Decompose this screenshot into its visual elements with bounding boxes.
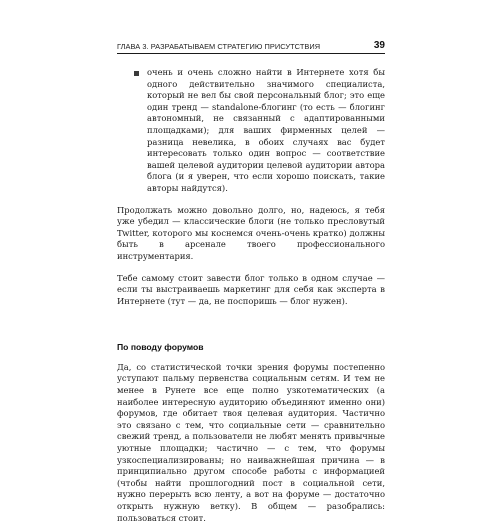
section-heading: По поводу форумов [117, 342, 204, 353]
square-bullet-icon [134, 71, 139, 76]
body-text [117, 67, 385, 524]
page-header [117, 35, 385, 54]
paragraph: Тебе самому стоит завести блог только в одном случае — если ты выстраиваешь маркетинг для себя как эксперта в Интернете (тут — да, не поспоришь — блог нужен). [117, 272, 385, 306]
section-paragraph: Да, со статистической точки зрения форумы постепенно уступают пальму первенства социальным сетям. И тем не менее в Рунете все еще полно узкотематических (а наиболее интересную аудиторию объединяют именно они) форумов, где обитает твоя целевая аудитория. Частично это связано с тем, что социальные сети — сравнительно свежий тренд, а пользователи не любят менять привычные уютные площадки; частично — с тем, что форумы узкоспециализированы; но наиважнейшая причина — в принципиально другом способе работы с информацией (чтобы найти прошлогодний пост в социальной сети, нужно перерыть всю ленту, а вот на форуме — достаточно открыть нужную ветку). В общем — разобрались: пользоваться стоит. [117, 361, 385, 523]
bullet-item [132, 67, 385, 195]
paragraph: Продолжать можно довольно долго, но, надеюсь, я тебя уже убедил — классические блоги (не только пресловутый Twitter, которого мы коснемся очень-очень кратко) должны быть в арсенале твоего профессионального инструментария. [117, 204, 385, 261]
page-number: 39 [373, 40, 385, 51]
bullet-text: очень и очень сложно найти в Интернете хотя бы одного действительно значимого специалиста, который не вел бы свой персональный блог; это еще один тренд — standalone-блогинг (то есть — блогинг автономный, не связанный с адаптированными площадками); для ваших фирменных целей — разница невелика, в обоих случаях вас будет интересовать только один вопрос — соответствие вашей целевой аудитории целевой аудитории автора блога (и я уверен, что если хорошо поискать, такие авторы найдутся). [147, 67, 385, 193]
running-head: ГЛАВА 3. РАЗРАБАТЫВАЕМ СТРАТЕГИЮ ПРИСУТСТВИЯ [117, 42, 321, 51]
